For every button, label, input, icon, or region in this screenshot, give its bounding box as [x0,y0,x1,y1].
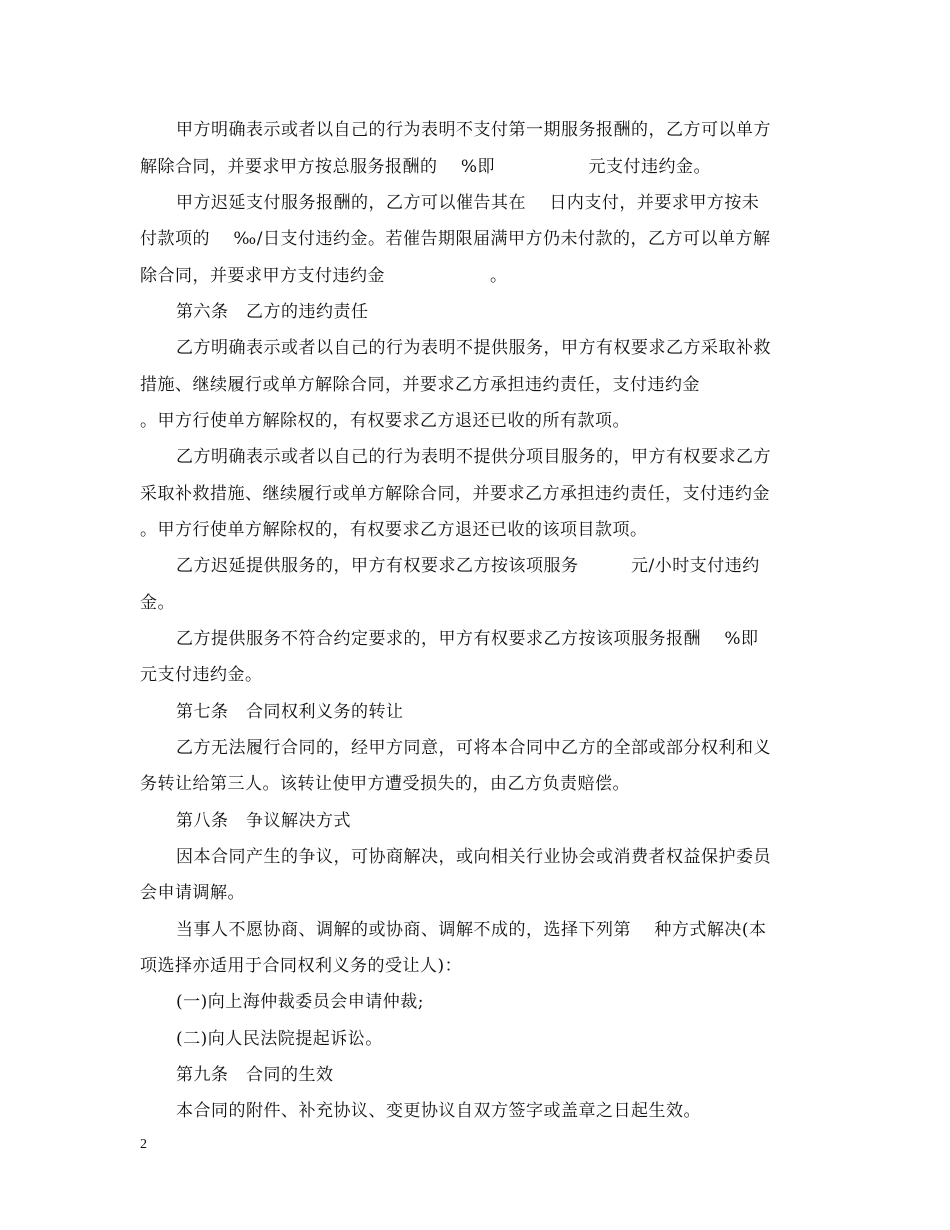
paragraph-line: 乙方提供服务不符合约定要求的，甲方有权要求乙方按该项服务报酬 %即 [176,629,759,649]
paragraph-line: 本合同的附件、补充协议、变更协议自双方签字或盖章之日起生效。 [176,1101,701,1121]
paragraph-line: 。甲方行使单方解除权的，有权要求乙方退还已收的该项目款项。 [140,520,648,540]
paragraph-line: 除合同，并要求甲方支付违约金 。 [140,266,508,286]
paragraph-line: 。甲方行使单方解除权的，有权要求乙方退还已收的所有款项。 [140,411,630,431]
page-number: 2 [140,1137,147,1152]
paragraph-line: 项选择亦适用于合同权利义务的受让人)： [140,956,463,976]
paragraph-line: 甲方明确表示或者以自己的行为表明不支付第一期服务报酬的，乙方可以单方 [176,120,771,140]
section-heading: 第八条 争议解决方式 [176,811,351,831]
paragraph-line: 乙方迟延提供服务的，甲方有权要求乙方按该项服务 元/小时支付违约 [176,556,760,576]
paragraph-line: 乙方明确表示或者以自己的行为表明不提供服务，甲方有权要求乙方采取补救 [176,338,771,358]
paragraph-line: 付款项的 ‰/日支付违约金。若催告期限届满甲方仍未付款的，乙方可以单方解 [140,229,771,249]
list-item: (二)向人民法院提起诉讼。 [176,1029,383,1049]
section-heading: 第六条 乙方的违约责任 [176,302,369,322]
list-item: (一)向上海仲裁委员会申请仲裁; [176,992,424,1012]
paragraph-line: 采取补救措施、继续履行或单方解除合同，并要求乙方承担违约责任，支付违约金 [140,484,770,504]
paragraph-line: 乙方明确表示或者以自己的行为表明不提供分项目服务的，甲方有权要求乙方 [176,447,771,467]
paragraph-line: 措施、继续履行或单方解除合同，并要求乙方承担违约责任，支付违约金 [140,375,700,395]
paragraph-line: 会申请调解。 [140,883,245,903]
section-heading: 第七条 合同权利义务的转让 [176,702,404,722]
paragraph-line: 因本合同产生的争议，可协商解决，或向相关行业协会或消费者权益保护委员 [176,847,771,867]
paragraph-line: 甲方迟延支付服务报酬的，乙方可以催告其在 日内支付，并要求甲方按未 [176,193,760,213]
section-heading: 第九条 合同的生效 [176,1065,334,1085]
paragraph-line: 务转让给第三人。该转让使甲方遭受损失的，由乙方负责赔偿。 [140,774,630,794]
paragraph-line: 元支付违约金。 [140,665,263,685]
paragraph-line: 解除合同，并要求甲方按总服务报酬的 %即 元支付违约金。 [140,157,711,177]
paragraph-line: 金。 [140,593,175,613]
paragraph-line: 乙方无法履行合同的，经甲方同意，可将本合同中乙方的全部或部分权利和义 [176,738,771,758]
paragraph-line: 当事人不愿协商、调解的或协商、调解不成的，选择下列第 种方式解决(本 [176,920,767,940]
